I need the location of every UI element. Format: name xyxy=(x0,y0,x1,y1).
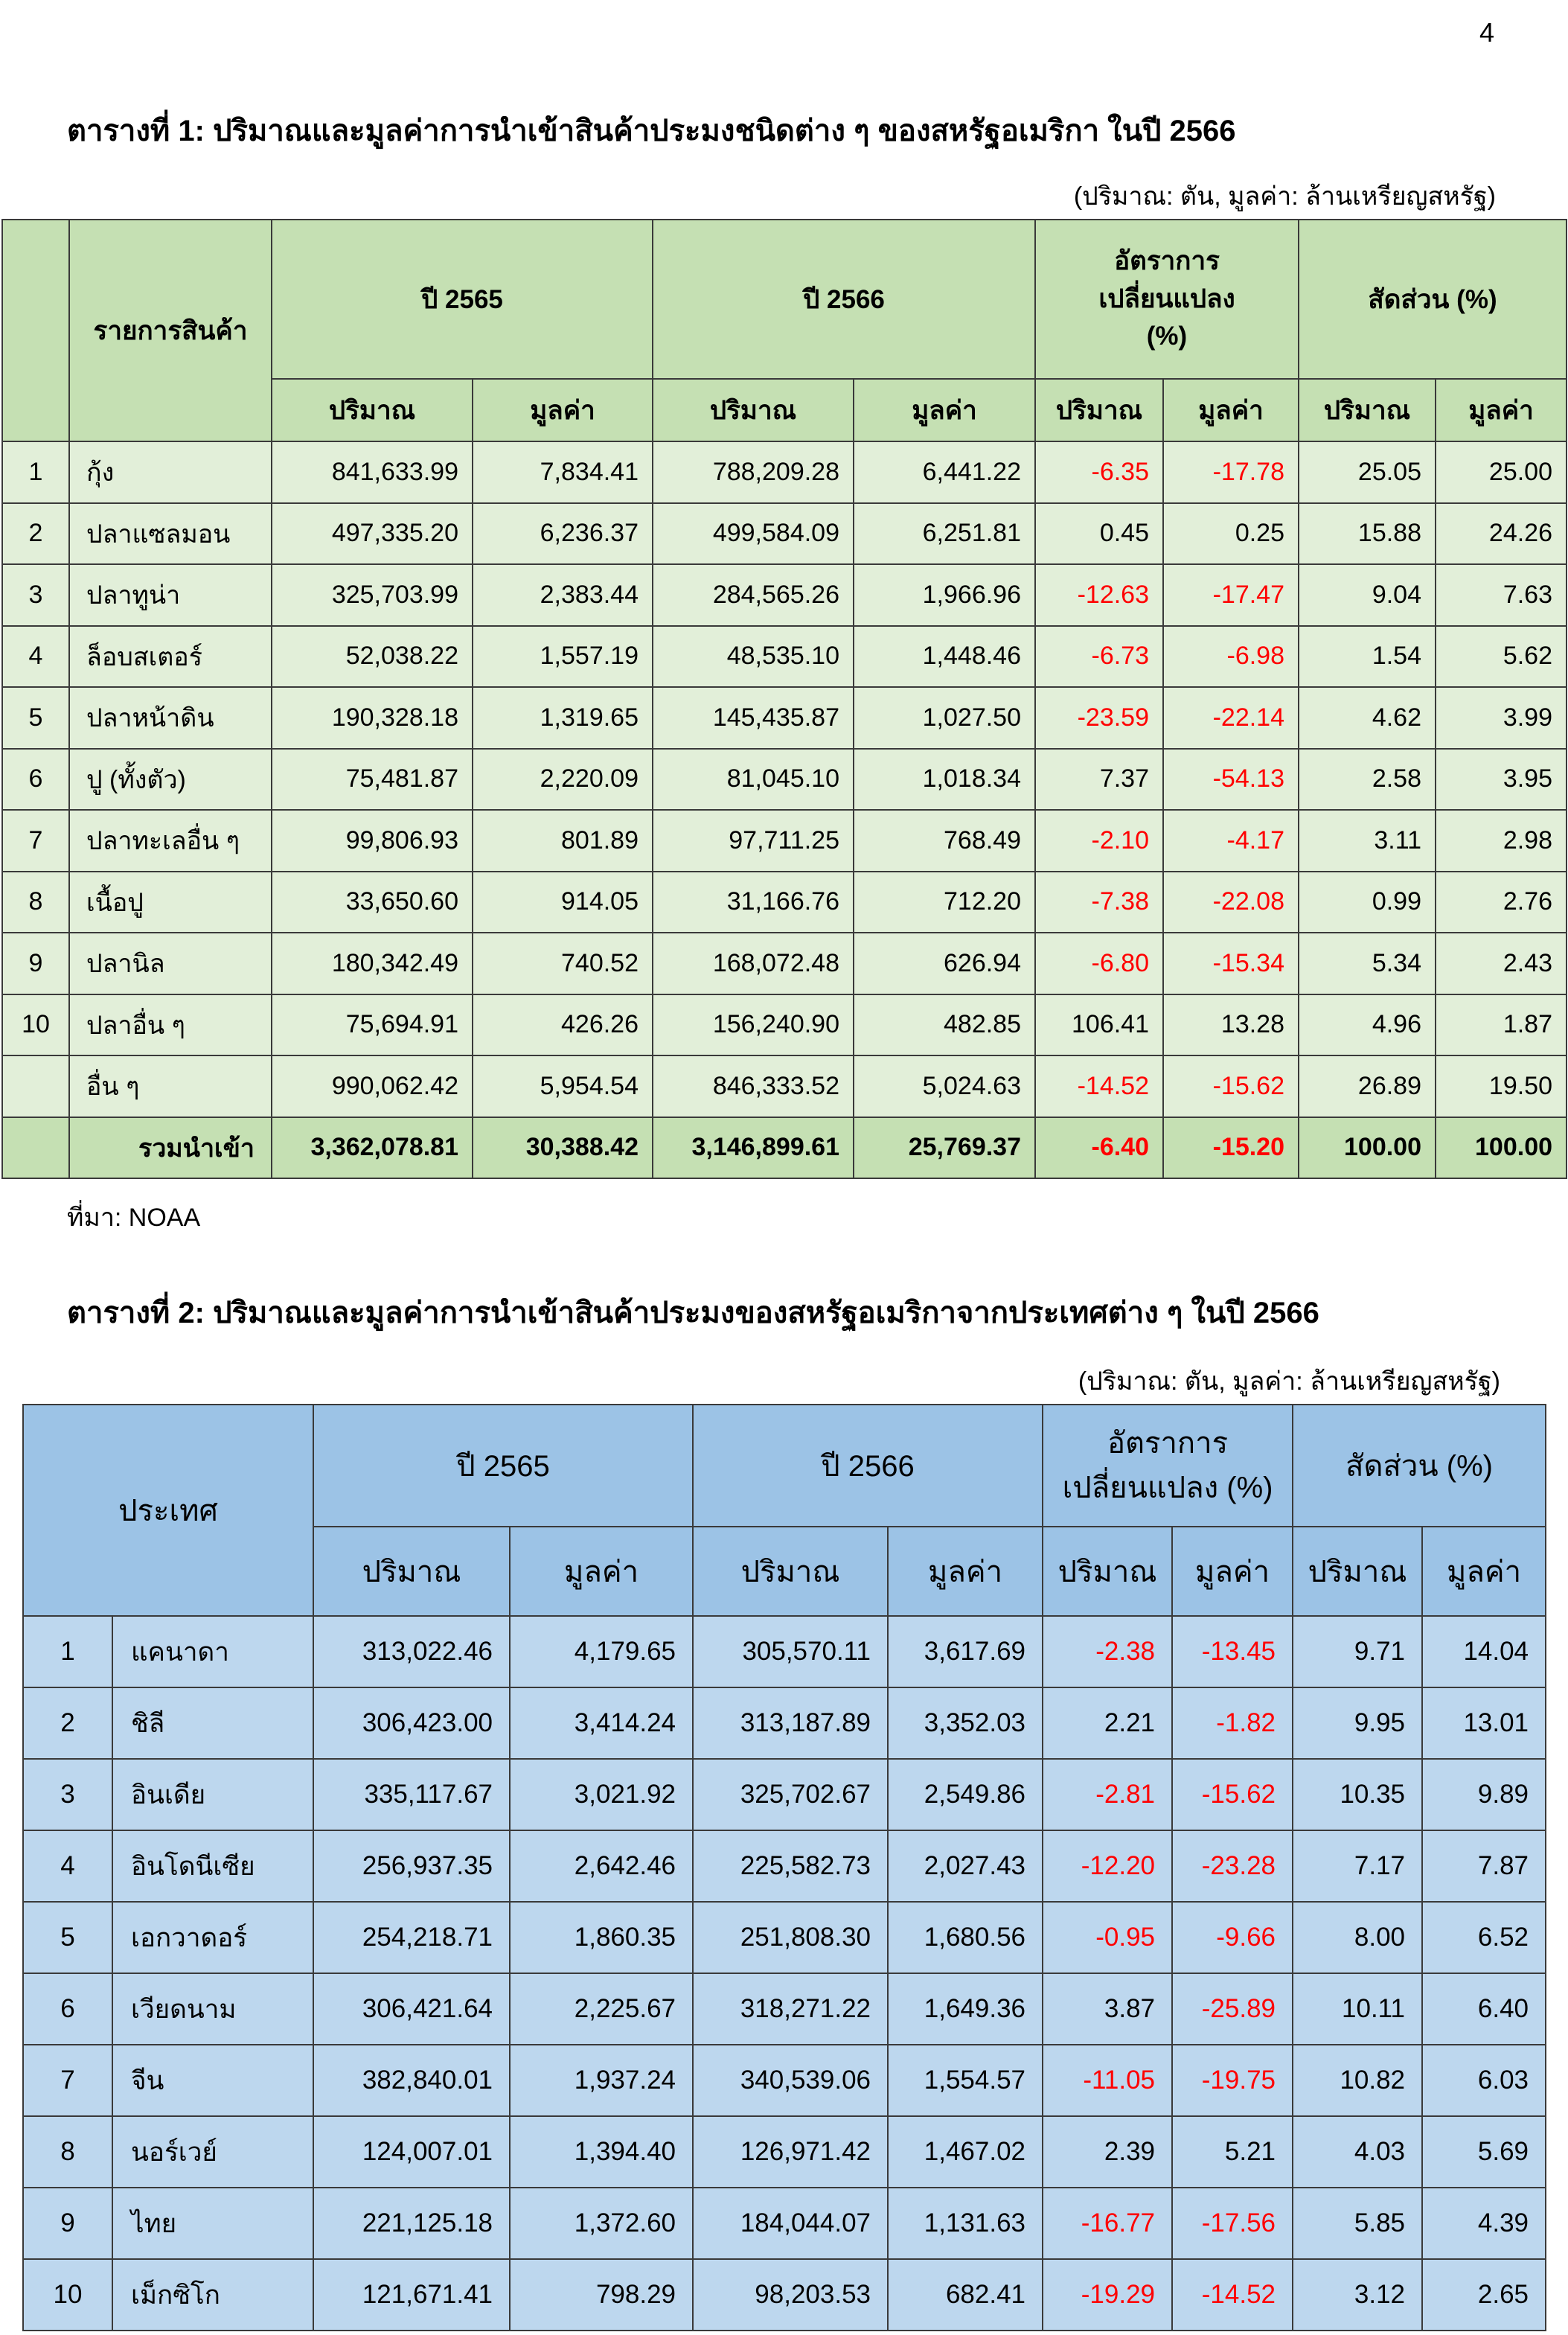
value-share-cell: 3.99 xyxy=(1436,687,1567,749)
value-share-cell: 6.40 xyxy=(1422,1973,1546,2045)
quantity-share-cell: 10.11 xyxy=(1293,1973,1422,2045)
row-number: 10 xyxy=(2,994,69,1056)
header-change-rate-line: อัตราการ xyxy=(1107,1427,1229,1460)
quantity-2565-cell: 52,038.22 xyxy=(272,626,473,688)
value-2565-cell: 4,179.65 xyxy=(510,1616,693,1687)
value-2565-cell: 426.26 xyxy=(473,994,653,1056)
header-change-rate-line: อัตราการ xyxy=(1114,246,1220,275)
header-year-2566: ปี 2566 xyxy=(693,1405,1043,1527)
value-change-cell: -6.98 xyxy=(1163,626,1299,688)
header-quantity-change: ปริมาณ xyxy=(1035,379,1163,441)
country-name: แคนาดา xyxy=(112,1616,313,1687)
value-2566-cell: 768.49 xyxy=(854,810,1035,872)
quantity-change-cell: 2.39 xyxy=(1043,2116,1172,2188)
row-number: 3 xyxy=(23,1759,112,1830)
quantity-share-cell: 10.82 xyxy=(1293,2045,1422,2116)
quantity-share-cell: 5.85 xyxy=(1293,2188,1422,2259)
country-name: อินโดนีเซีย xyxy=(112,1830,313,1902)
country-name: นอร์เวย์ xyxy=(112,2116,313,2188)
header-year-2565: ปี 2565 xyxy=(272,220,653,379)
quantity-change-cell: 7.37 xyxy=(1035,749,1163,811)
value-2565-cell: 1,372.60 xyxy=(510,2188,693,2259)
quantity-share-cell: 10.35 xyxy=(1293,1759,1422,1830)
value-2565-cell: 7,834.41 xyxy=(473,441,653,503)
import-by-country-table xyxy=(22,1404,1546,2331)
header-value-2565: มูลค่า xyxy=(473,379,653,441)
quantity-share-cell: 0.99 xyxy=(1299,872,1436,933)
quantity-change-cell: -2.38 xyxy=(1043,1616,1172,1687)
quantity-share-cell: 25.05 xyxy=(1299,441,1436,503)
table1-body xyxy=(2,441,1567,1117)
row-number: 1 xyxy=(2,441,69,503)
quantity-2566-cell: 313,187.89 xyxy=(693,1687,888,1759)
product-name: ปู (ทั้งตัว) xyxy=(69,749,272,811)
value-2566-cell: 3,617.69 xyxy=(888,1616,1043,1687)
quantity-2566-cell: 788,209.28 xyxy=(653,441,854,503)
header-change-rate xyxy=(1043,1405,1293,1527)
table-row xyxy=(23,1973,1546,2045)
quantity-2566-cell: 168,072.48 xyxy=(653,933,854,994)
value-change-cell: -22.14 xyxy=(1163,687,1299,749)
value-change-cell: -13.45 xyxy=(1172,1616,1293,1687)
value-share-cell: 13.01 xyxy=(1422,1687,1546,1759)
country-name: อินเดีย xyxy=(112,1759,313,1830)
value-2566-cell: 6,251.81 xyxy=(854,503,1035,565)
table-row xyxy=(23,2188,1546,2259)
quantity-change-cell: -6.35 xyxy=(1035,441,1163,503)
value-change-cell: -22.08 xyxy=(1163,872,1299,933)
product-name: ปลาแซลมอน xyxy=(69,503,272,565)
quantity-2566-cell: 145,435.87 xyxy=(653,687,854,749)
value-change-cell: 5.21 xyxy=(1172,2116,1293,2188)
row-number: 8 xyxy=(23,2116,112,2188)
table-row xyxy=(2,441,1567,503)
row-number: 7 xyxy=(23,2045,112,2116)
quantity-2566-cell: 225,582.73 xyxy=(693,1830,888,1902)
value-2566-cell: 712.20 xyxy=(854,872,1035,933)
quantity-change-cell: 106.41 xyxy=(1035,994,1163,1056)
value-change-cell: -15.20 xyxy=(1163,1117,1299,1179)
table-row xyxy=(2,994,1567,1056)
value-2566-cell: 1,131.63 xyxy=(888,2188,1043,2259)
header-value-share: มูลค่า xyxy=(1436,379,1567,441)
table2-title: ตารางที่ 2: ปริมาณและมูลค่าการนำเข้าสินค้าประมงของสหรัฐอเมริกาจากประเทศต่าง ๆ ในปี 2566 xyxy=(67,1297,1319,1329)
table-row xyxy=(23,1830,1546,1902)
quantity-2565-cell: 325,703.99 xyxy=(272,564,473,626)
value-2565-cell: 5,954.54 xyxy=(473,1055,653,1117)
product-name: ปลาอื่น ๆ xyxy=(69,994,272,1056)
value-2565-cell: 1,394.40 xyxy=(510,2116,693,2188)
table2-unit-note: (ปริมาณ: ตัน, มูลค่า: ล้านเหรียญสหรัฐ) xyxy=(1078,1367,1500,1396)
country-name: เอกวาดอร์ xyxy=(112,1902,313,1973)
quantity-change-cell: -6.80 xyxy=(1035,933,1163,994)
quantity-2566-cell: 305,570.11 xyxy=(693,1616,888,1687)
quantity-change-cell: -6.73 xyxy=(1035,626,1163,688)
quantity-change-cell: 2.21 xyxy=(1043,1687,1172,1759)
product-name: เนื้อปู xyxy=(69,872,272,933)
value-change-cell: -25.89 xyxy=(1172,1973,1293,2045)
value-change-cell: -15.62 xyxy=(1172,1759,1293,1830)
quantity-2565-cell: 990,062.42 xyxy=(272,1055,473,1117)
table-row xyxy=(2,687,1567,749)
value-share-cell: 5.69 xyxy=(1422,2116,1546,2188)
value-change-cell: -23.28 xyxy=(1172,1830,1293,1902)
quantity-2566-cell: 340,539.06 xyxy=(693,2045,888,2116)
value-change-cell: 0.25 xyxy=(1163,503,1299,565)
quantity-2565-cell: 3,362,078.81 xyxy=(272,1117,473,1179)
value-2565-cell: 2,220.09 xyxy=(473,749,653,811)
table-row xyxy=(2,749,1567,811)
total-label: รวมนำเข้า xyxy=(69,1117,272,1179)
value-share-cell: 9.89 xyxy=(1422,1759,1546,1830)
quantity-change-cell: -2.10 xyxy=(1035,810,1163,872)
quantity-share-cell: 9.95 xyxy=(1293,1687,1422,1759)
value-share-cell: 14.04 xyxy=(1422,1616,1546,1687)
table-row xyxy=(2,564,1567,626)
row-number xyxy=(2,1055,69,1117)
quantity-change-cell: -2.81 xyxy=(1043,1759,1172,1830)
value-change-cell: -54.13 xyxy=(1163,749,1299,811)
product-name: ปลาทะเลอื่น ๆ xyxy=(69,810,272,872)
value-2566-cell: 1,448.46 xyxy=(854,626,1035,688)
quantity-change-cell: -19.29 xyxy=(1043,2259,1172,2331)
quantity-share-cell: 4.96 xyxy=(1299,994,1436,1056)
value-2566-cell: 1,027.50 xyxy=(854,687,1035,749)
source-note: ที่มา: NOAA xyxy=(67,1204,201,1232)
table1-title: ตารางที่ 1: ปริมาณและมูลค่าการนำเข้าสินค้าประมงชนิดต่าง ๆ ของสหรัฐอเมริกา ในปี 2566 xyxy=(67,115,1236,147)
quantity-2565-cell: 841,633.99 xyxy=(272,441,473,503)
fishery-product-import-table xyxy=(1,219,1567,1179)
value-2566-cell: 1,554.57 xyxy=(888,2045,1043,2116)
row-number: 5 xyxy=(23,1902,112,1973)
value-2565-cell: 914.05 xyxy=(473,872,653,933)
table-row xyxy=(23,2045,1546,2116)
header-country: ประเทศ xyxy=(23,1405,313,1616)
quantity-2566-cell: 98,203.53 xyxy=(693,2259,888,2331)
value-share-cell: 3.95 xyxy=(1436,749,1567,811)
value-2566-cell: 1,467.02 xyxy=(888,2116,1043,2188)
quantity-share-cell: 26.89 xyxy=(1299,1055,1436,1117)
quantity-2566-cell: 81,045.10 xyxy=(653,749,854,811)
quantity-change-cell: 0.45 xyxy=(1035,503,1163,565)
quantity-share-cell: 15.88 xyxy=(1299,503,1436,565)
quantity-2566-cell: 184,044.07 xyxy=(693,2188,888,2259)
header-change-rate-line: เปลี่ยนแปลง (%) xyxy=(1062,1472,1273,1504)
table2-header xyxy=(23,1405,1546,1616)
table-row xyxy=(23,1616,1546,1687)
row-number: 4 xyxy=(2,626,69,688)
table-row xyxy=(23,1759,1546,1830)
header-year-2566: ปี 2566 xyxy=(653,220,1035,379)
table-row xyxy=(23,2116,1546,2188)
quantity-2565-cell: 497,335.20 xyxy=(272,503,473,565)
quantity-change-cell: 3.87 xyxy=(1043,1973,1172,2045)
value-2566-cell: 1,966.96 xyxy=(854,564,1035,626)
value-share-cell: 2.76 xyxy=(1436,872,1567,933)
total-number-cell xyxy=(2,1117,69,1179)
product-name: ปลาทูน่า xyxy=(69,564,272,626)
quantity-2565-cell: 335,117.67 xyxy=(313,1759,510,1830)
header-row xyxy=(2,220,1567,379)
country-name: ชิลี xyxy=(112,1687,313,1759)
quantity-2566-cell: 318,271.22 xyxy=(693,1973,888,2045)
value-2565-cell: 798.29 xyxy=(510,2259,693,2331)
quantity-share-cell: 7.17 xyxy=(1293,1830,1422,1902)
value-share-cell: 19.50 xyxy=(1436,1055,1567,1117)
table2-body xyxy=(23,1616,1546,2331)
value-change-cell: -14.52 xyxy=(1172,2259,1293,2331)
header-change-rate xyxy=(1035,220,1299,379)
quantity-2565-cell: 99,806.93 xyxy=(272,810,473,872)
header-value-2566: มูลค่า xyxy=(888,1527,1043,1616)
value-2565-cell: 2,642.46 xyxy=(510,1830,693,1902)
value-2565-cell: 1,860.35 xyxy=(510,1902,693,1973)
quantity-change-cell: -14.52 xyxy=(1035,1055,1163,1117)
quantity-2566-cell: 846,333.52 xyxy=(653,1055,854,1117)
table-row xyxy=(23,1687,1546,1759)
header-change-rate-line: เปลี่ยนแปลง xyxy=(1098,284,1235,313)
product-name: ปลาหน้าดิน xyxy=(69,687,272,749)
table1-unit-note: (ปริมาณ: ตัน, มูลค่า: ล้านเหรียญสหรัฐ) xyxy=(1073,182,1496,211)
value-share-cell: 25.00 xyxy=(1436,441,1567,503)
quantity-share-cell: 4.62 xyxy=(1299,687,1436,749)
row-number: 9 xyxy=(23,2188,112,2259)
value-change-cell: -1.82 xyxy=(1172,1687,1293,1759)
value-share-cell: 7.87 xyxy=(1422,1830,1546,1902)
quantity-2565-cell: 254,218.71 xyxy=(313,1902,510,1973)
value-share-cell: 2.43 xyxy=(1436,933,1567,994)
table-row xyxy=(2,872,1567,933)
total-row xyxy=(2,1117,1567,1179)
quantity-share-cell: 9.04 xyxy=(1299,564,1436,626)
value-2566-cell: 682.41 xyxy=(888,2259,1043,2331)
value-2565-cell: 1,937.24 xyxy=(510,2045,693,2116)
value-share-cell: 1.87 xyxy=(1436,994,1567,1056)
header-blank-cell xyxy=(2,220,69,441)
quantity-share-cell: 9.71 xyxy=(1293,1616,1422,1687)
product-name: ปลานิล xyxy=(69,933,272,994)
table1-header xyxy=(2,220,1567,441)
row-number: 3 xyxy=(2,564,69,626)
value-2566-cell: 5,024.63 xyxy=(854,1055,1035,1117)
value-2565-cell: 3,414.24 xyxy=(510,1687,693,1759)
value-share-cell: 2.98 xyxy=(1436,810,1567,872)
quantity-2566-cell: 31,166.76 xyxy=(653,872,854,933)
header-share: สัดส่วน (%) xyxy=(1293,1405,1546,1527)
value-2566-cell: 2,027.43 xyxy=(888,1830,1043,1902)
row-number: 10 xyxy=(23,2259,112,2331)
value-2566-cell: 25,769.37 xyxy=(854,1117,1035,1179)
header-quantity-share: ปริมาณ xyxy=(1293,1527,1422,1616)
table-row xyxy=(2,933,1567,994)
quantity-2565-cell: 124,007.01 xyxy=(313,2116,510,2188)
quantity-2566-cell: 499,584.09 xyxy=(653,503,854,565)
quantity-2565-cell: 75,694.91 xyxy=(272,994,473,1056)
quantity-share-cell: 4.03 xyxy=(1293,2116,1422,2188)
value-share-cell: 2.65 xyxy=(1422,2259,1546,2331)
quantity-2565-cell: 121,671.41 xyxy=(313,2259,510,2331)
header-value-share: มูลค่า xyxy=(1422,1527,1546,1616)
value-2566-cell: 1,649.36 xyxy=(888,1973,1043,2045)
quantity-change-cell: -12.63 xyxy=(1035,564,1163,626)
value-2565-cell: 2,383.44 xyxy=(473,564,653,626)
value-share-cell: 5.62 xyxy=(1436,626,1567,688)
quantity-2565-cell: 33,650.60 xyxy=(272,872,473,933)
row-number: 5 xyxy=(2,687,69,749)
value-share-cell: 24.26 xyxy=(1436,503,1567,565)
quantity-2565-cell: 75,481.87 xyxy=(272,749,473,811)
row-number: 1 xyxy=(23,1616,112,1687)
quantity-2565-cell: 306,421.64 xyxy=(313,1973,510,2045)
header-quantity-2566: ปริมาณ xyxy=(653,379,854,441)
row-number: 8 xyxy=(2,872,69,933)
value-change-cell: -15.34 xyxy=(1163,933,1299,994)
quantity-change-cell: -11.05 xyxy=(1043,2045,1172,2116)
table-row xyxy=(2,1055,1567,1117)
quantity-2566-cell: 126,971.42 xyxy=(693,2116,888,2188)
value-change-cell: -15.62 xyxy=(1163,1055,1299,1117)
quantity-2565-cell: 256,937.35 xyxy=(313,1830,510,1902)
header-quantity-share: ปริมาณ xyxy=(1299,379,1436,441)
country-name: เวียดนาม xyxy=(112,1973,313,2045)
quantity-change-cell: -16.77 xyxy=(1043,2188,1172,2259)
value-share-cell: 6.03 xyxy=(1422,2045,1546,2116)
quantity-2566-cell: 284,565.26 xyxy=(653,564,854,626)
header-value-2565: มูลค่า xyxy=(510,1527,693,1616)
quantity-share-cell: 100.00 xyxy=(1299,1117,1436,1179)
value-2565-cell: 30,388.42 xyxy=(473,1117,653,1179)
quantity-share-cell: 3.11 xyxy=(1299,810,1436,872)
header-row xyxy=(23,1405,1546,1527)
quantity-2566-cell: 156,240.90 xyxy=(653,994,854,1056)
row-number: 2 xyxy=(2,503,69,565)
header-value-2566: มูลค่า xyxy=(854,379,1035,441)
quantity-change-cell: -7.38 xyxy=(1035,872,1163,933)
quantity-2565-cell: 190,328.18 xyxy=(272,687,473,749)
value-2565-cell: 3,021.92 xyxy=(510,1759,693,1830)
value-2565-cell: 2,225.67 xyxy=(510,1973,693,2045)
header-quantity-2565: ปริมาณ xyxy=(272,379,473,441)
table-row xyxy=(2,810,1567,872)
value-2566-cell: 626.94 xyxy=(854,933,1035,994)
quantity-2565-cell: 221,125.18 xyxy=(313,2188,510,2259)
row-number: 6 xyxy=(2,749,69,811)
value-change-cell: -17.47 xyxy=(1163,564,1299,626)
quantity-share-cell: 8.00 xyxy=(1293,1902,1422,1973)
value-change-cell: -17.56 xyxy=(1172,2188,1293,2259)
row-number: 9 xyxy=(2,933,69,994)
product-name: กุ้ง xyxy=(69,441,272,503)
header-value-change: มูลค่า xyxy=(1163,379,1299,441)
table-row xyxy=(23,2259,1546,2331)
quantity-2565-cell: 382,840.01 xyxy=(313,2045,510,2116)
quantity-share-cell: 3.12 xyxy=(1293,2259,1422,2331)
header-value-change: มูลค่า xyxy=(1172,1527,1293,1616)
value-2565-cell: 740.52 xyxy=(473,933,653,994)
value-2566-cell: 482.85 xyxy=(854,994,1035,1056)
header-quantity-2566: ปริมาณ xyxy=(693,1527,888,1616)
value-share-cell: 6.52 xyxy=(1422,1902,1546,1973)
row-number: 6 xyxy=(23,1973,112,2045)
value-share-cell: 4.39 xyxy=(1422,2188,1546,2259)
value-2566-cell: 1,018.34 xyxy=(854,749,1035,811)
value-share-cell: 100.00 xyxy=(1436,1117,1567,1179)
table-row xyxy=(2,626,1567,688)
value-change-cell: -4.17 xyxy=(1163,810,1299,872)
value-2566-cell: 3,352.03 xyxy=(888,1687,1043,1759)
table1-total-body xyxy=(2,1117,1567,1179)
quantity-2566-cell: 325,702.67 xyxy=(693,1759,888,1830)
header-quantity-change: ปริมาณ xyxy=(1043,1527,1172,1616)
quantity-share-cell: 2.58 xyxy=(1299,749,1436,811)
table-row xyxy=(23,1902,1546,1973)
value-change-cell: 13.28 xyxy=(1163,994,1299,1056)
value-2566-cell: 6,441.22 xyxy=(854,441,1035,503)
quantity-2565-cell: 306,423.00 xyxy=(313,1687,510,1759)
quantity-change-cell: -12.20 xyxy=(1043,1830,1172,1902)
quantity-share-cell: 5.34 xyxy=(1299,933,1436,994)
product-name: ล็อบสเตอร์ xyxy=(69,626,272,688)
value-share-cell: 7.63 xyxy=(1436,564,1567,626)
header-product: รายการสินค้า xyxy=(69,220,272,441)
value-change-cell: -19.75 xyxy=(1172,2045,1293,2116)
value-2566-cell: 2,549.86 xyxy=(888,1759,1043,1830)
header-share: สัดส่วน (%) xyxy=(1299,220,1567,379)
product-name: อื่น ๆ xyxy=(69,1055,272,1117)
table-row xyxy=(2,503,1567,565)
value-2565-cell: 801.89 xyxy=(473,810,653,872)
quantity-2566-cell: 48,535.10 xyxy=(653,626,854,688)
row-number: 4 xyxy=(23,1830,112,1902)
quantity-2565-cell: 313,022.46 xyxy=(313,1616,510,1687)
value-change-cell: -17.78 xyxy=(1163,441,1299,503)
row-number: 7 xyxy=(2,810,69,872)
quantity-2565-cell: 180,342.49 xyxy=(272,933,473,994)
value-2565-cell: 6,236.37 xyxy=(473,503,653,565)
quantity-change-cell: -6.40 xyxy=(1035,1117,1163,1179)
value-2565-cell: 1,557.19 xyxy=(473,626,653,688)
country-name: ไทย xyxy=(112,2188,313,2259)
value-change-cell: -9.66 xyxy=(1172,1902,1293,1973)
value-2566-cell: 1,680.56 xyxy=(888,1902,1043,1973)
country-name: เม็กซิโก xyxy=(112,2259,313,2331)
quantity-share-cell: 1.54 xyxy=(1299,626,1436,688)
quantity-change-cell: -0.95 xyxy=(1043,1902,1172,1973)
row-number: 2 xyxy=(23,1687,112,1759)
quantity-2566-cell: 3,146,899.61 xyxy=(653,1117,854,1179)
quantity-change-cell: -23.59 xyxy=(1035,687,1163,749)
country-name: จีน xyxy=(112,2045,313,2116)
quantity-2566-cell: 251,808.30 xyxy=(693,1902,888,1973)
header-change-rate-line: (%) xyxy=(1146,322,1188,351)
value-2565-cell: 1,319.65 xyxy=(473,687,653,749)
page-number: 4 xyxy=(1479,17,1494,48)
quantity-2566-cell: 97,711.25 xyxy=(653,810,854,872)
header-quantity-2565: ปริมาณ xyxy=(313,1527,510,1616)
header-year-2565: ปี 2565 xyxy=(313,1405,693,1527)
